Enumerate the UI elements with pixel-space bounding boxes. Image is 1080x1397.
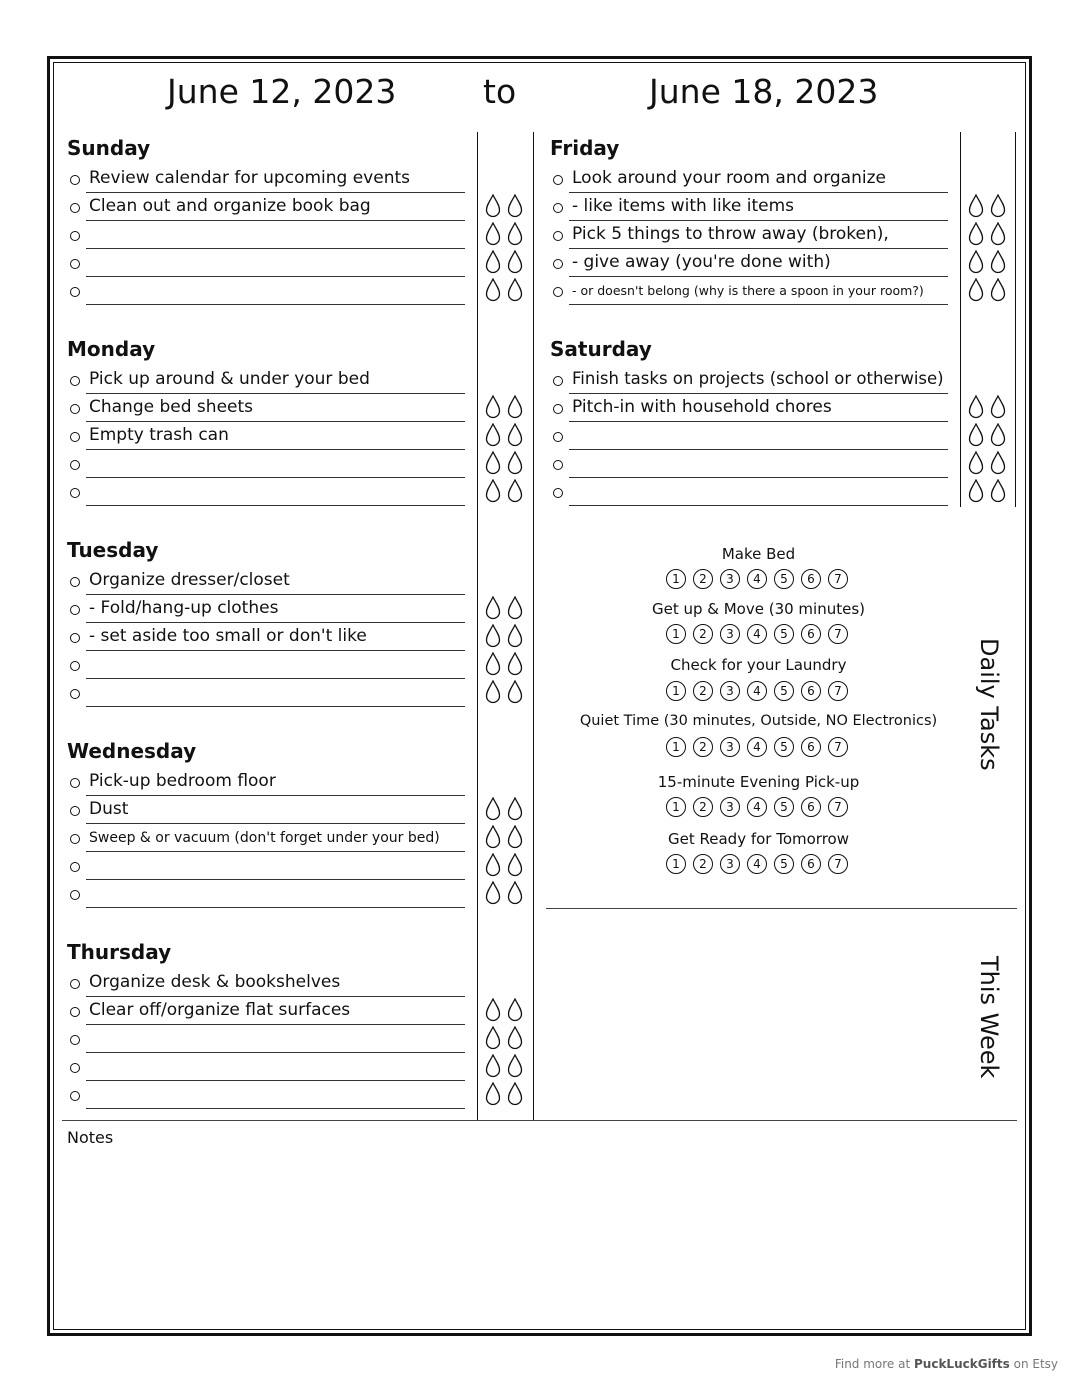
water-drop-icon <box>485 451 501 475</box>
day-number-circle[interactable]: 3 <box>720 737 740 757</box>
checkbox-circle[interactable] <box>70 404 80 414</box>
water-drop-icon <box>507 423 523 447</box>
task-text: Organize desk & bookshelves <box>89 972 341 992</box>
task-row[interactable] <box>67 972 467 1000</box>
checkbox-circle[interactable] <box>553 287 563 297</box>
water-drop-icon <box>990 194 1006 218</box>
task-text: Sweep & or vacuum (don't forget under your bed) <box>89 830 440 846</box>
day-number-circle[interactable]: 7 <box>828 797 848 817</box>
task-text: Review calendar for upcoming events <box>89 168 410 188</box>
water-drop-icon <box>990 222 1006 246</box>
water-drop-icon <box>485 1026 501 1050</box>
day-count-circles[interactable] <box>666 797 856 819</box>
water-drop-pair[interactable] <box>485 680 527 706</box>
water-drop-pair[interactable] <box>968 395 1010 421</box>
day-number-circle[interactable]: 2 <box>693 624 713 644</box>
water-drop-pair[interactable] <box>968 194 1010 220</box>
daily-task-label: Quiet Time (30 minutes, Outside, NO Electronics) <box>579 713 938 729</box>
day-number-circle[interactable]: 4 <box>747 624 767 644</box>
day-number-circle[interactable]: 1 <box>666 569 686 589</box>
notes-separator <box>62 1120 1017 1121</box>
water-drop-pair[interactable] <box>968 479 1010 505</box>
day-title: Saturday <box>550 337 652 361</box>
day-number-circle[interactable]: 3 <box>720 681 740 701</box>
task-row[interactable] <box>67 453 467 481</box>
task-text: Empty trash can <box>89 425 229 445</box>
checkbox-circle[interactable] <box>70 633 80 643</box>
task-row[interactable] <box>67 682 467 710</box>
water-drop-icon <box>968 395 984 419</box>
water-drop-icon <box>968 194 984 218</box>
checkbox-circle[interactable] <box>70 605 80 615</box>
water-drop-pair[interactable] <box>485 423 527 449</box>
day-number-circle[interactable]: 4 <box>747 681 767 701</box>
day-number-circle[interactable]: 2 <box>693 569 713 589</box>
day-title: Friday <box>550 136 620 160</box>
checkbox-circle[interactable] <box>70 432 80 442</box>
water-drop-icon <box>507 624 523 648</box>
this-week-heading: This Week <box>975 956 1003 1079</box>
day-number-circle[interactable]: 5 <box>774 797 794 817</box>
checkbox-circle[interactable] <box>553 175 563 185</box>
day-number-circle[interactable]: 4 <box>747 797 767 817</box>
to-label: to <box>483 72 517 111</box>
water-drop-icon <box>968 250 984 274</box>
checkbox-circle[interactable] <box>70 661 80 671</box>
day-number-circle[interactable]: 4 <box>747 854 767 874</box>
day-title: Tuesday <box>67 538 159 562</box>
brand-name: PuckLuckGifts <box>914 1357 1010 1371</box>
day-number-circle[interactable]: 4 <box>747 737 767 757</box>
right-edge-divider <box>1015 132 1016 507</box>
water-drop-icon <box>485 1054 501 1078</box>
task-text: - set aside too small or don't like <box>89 626 367 646</box>
day-number-circle[interactable]: 5 <box>774 737 794 757</box>
water-drop-pair[interactable] <box>968 222 1010 248</box>
water-drop-icon <box>485 278 501 302</box>
end-date: June 18, 2023 <box>649 72 879 111</box>
day-number-circle[interactable]: 6 <box>801 624 821 644</box>
task-row[interactable] <box>67 1000 467 1028</box>
checkbox-circle[interactable] <box>70 862 80 872</box>
water-drop-pair[interactable] <box>485 797 527 823</box>
checkbox-circle[interactable] <box>70 1035 80 1045</box>
task-text: - Fold/hang-up clothes <box>89 598 279 618</box>
water-drop-icon <box>990 395 1006 419</box>
task-row[interactable] <box>67 481 467 509</box>
start-date: June 12, 2023 <box>167 72 397 111</box>
day-number-circle[interactable]: 2 <box>693 797 713 817</box>
daily-task-label: Get Ready for Tomorrow <box>668 830 849 848</box>
task-row[interactable] <box>550 224 950 252</box>
day-count-circles[interactable] <box>666 569 856 591</box>
task-text: Organize dresser/closet <box>89 570 290 590</box>
water-drop-icon <box>485 222 501 246</box>
checkbox-circle[interactable] <box>553 376 563 386</box>
water-drop-icon <box>485 1082 501 1106</box>
day-count-circles[interactable] <box>666 854 856 876</box>
water-drop-pair[interactable] <box>968 451 1010 477</box>
task-row[interactable] <box>550 168 950 196</box>
task-text: - give away (you're done with) <box>572 252 831 272</box>
day-count-circles[interactable] <box>666 681 856 703</box>
water-drop-icon <box>507 250 523 274</box>
checkbox-circle[interactable] <box>70 259 80 269</box>
day-number-circle[interactable]: 5 <box>774 854 794 874</box>
task-row[interactable] <box>67 196 467 224</box>
task-text: Clean out and organize book bag <box>89 196 371 216</box>
task-text: Finish tasks on projects (school or otherwise) <box>572 369 944 388</box>
water-drop-icon <box>485 479 501 503</box>
checkbox-circle[interactable] <box>553 432 563 442</box>
checkbox-circle[interactable] <box>70 1063 80 1073</box>
day-number-circle[interactable]: 3 <box>720 797 740 817</box>
daily-tasks-heading: Daily Tasks <box>975 638 1003 771</box>
task-row[interactable] <box>67 280 467 308</box>
daily-task-label: Make Bed <box>721 545 796 563</box>
water-drop-icon <box>485 194 501 218</box>
water-drop-pair[interactable] <box>485 1026 527 1052</box>
water-drop-icon <box>990 278 1006 302</box>
day-number-circle[interactable]: 6 <box>801 854 821 874</box>
task-row[interactable] <box>67 397 467 425</box>
day-number-circle[interactable]: 6 <box>801 797 821 817</box>
water-drop-icon <box>507 278 523 302</box>
task-row[interactable] <box>67 252 467 280</box>
task-row[interactable] <box>550 425 950 453</box>
day-number-circle[interactable]: 6 <box>801 681 821 701</box>
water-drop-pair[interactable] <box>968 423 1010 449</box>
task-row[interactable] <box>67 855 467 883</box>
water-drop-icon <box>990 479 1006 503</box>
task-text: Look around your room and organize <box>572 168 886 188</box>
day-number-circle[interactable]: 5 <box>774 681 794 701</box>
water-drop-icon <box>968 479 984 503</box>
task-row[interactable] <box>550 453 950 481</box>
task-row[interactable] <box>67 570 467 598</box>
water-drop-pair[interactable] <box>485 881 527 907</box>
center-divider <box>533 132 534 1120</box>
water-drop-icon <box>507 881 523 905</box>
water-drop-icon <box>507 596 523 620</box>
day-number-circle[interactable]: 7 <box>828 624 848 644</box>
checkbox-circle[interactable] <box>70 460 80 470</box>
day-number-circle[interactable]: 1 <box>666 681 686 701</box>
checkbox-circle[interactable] <box>70 488 80 498</box>
day-number-circle[interactable]: 6 <box>801 569 821 589</box>
water-drop-icon <box>485 797 501 821</box>
water-drop-icon <box>968 451 984 475</box>
task-row[interactable] <box>67 168 467 196</box>
task-row[interactable] <box>550 369 950 397</box>
water-drop-icon <box>507 194 523 218</box>
water-drop-icon <box>507 652 523 676</box>
task-text: Clear off/organize flat surfaces <box>89 1000 351 1020</box>
checkbox-circle[interactable] <box>553 404 563 414</box>
task-row[interactable] <box>67 598 467 626</box>
day-number-circle[interactable]: 2 <box>693 681 713 701</box>
water-drop-icon <box>507 1082 523 1106</box>
day-number-circle[interactable]: 1 <box>666 737 686 757</box>
water-drop-icon <box>507 853 523 877</box>
water-drop-pair[interactable] <box>485 395 527 421</box>
day-count-circles[interactable] <box>666 737 856 759</box>
water-drop-icon <box>507 1054 523 1078</box>
water-drop-pair[interactable] <box>485 596 527 622</box>
water-drop-icon <box>507 680 523 704</box>
task-row[interactable] <box>67 799 467 827</box>
day-number-circle[interactable]: 1 <box>666 854 686 874</box>
task-text: Pick up around & under your bed <box>89 369 370 389</box>
checkbox-circle[interactable] <box>553 231 563 241</box>
checkbox-circle[interactable] <box>70 890 80 900</box>
day-number-circle[interactable]: 4 <box>747 569 767 589</box>
checkbox-circle[interactable] <box>70 806 80 816</box>
task-row[interactable] <box>67 1028 467 1056</box>
checkbox-circle[interactable] <box>70 376 80 386</box>
task-row[interactable] <box>67 626 467 654</box>
task-row[interactable] <box>67 369 467 397</box>
daily-task-label: Get up & Move (30 minutes) <box>651 600 866 618</box>
water-drop-icon <box>507 797 523 821</box>
day-number-circle[interactable]: 2 <box>693 854 713 874</box>
checkbox-circle[interactable] <box>70 689 80 699</box>
checkbox-circle[interactable] <box>70 778 80 788</box>
day-number-circle[interactable]: 7 <box>828 681 848 701</box>
water-drop-icon <box>485 423 501 447</box>
day-number-circle[interactable]: 7 <box>828 569 848 589</box>
task-row[interactable] <box>67 654 467 682</box>
daily-week-separator <box>546 908 1017 909</box>
water-drop-icon <box>990 423 1006 447</box>
task-row[interactable] <box>550 196 950 224</box>
water-drop-icon <box>968 278 984 302</box>
day-number-circle[interactable]: 5 <box>774 569 794 589</box>
water-drop-icon <box>485 680 501 704</box>
checkbox-circle[interactable] <box>70 1091 80 1101</box>
task-text: Dust <box>89 799 129 819</box>
water-drop-pair[interactable] <box>485 250 527 276</box>
task-row[interactable] <box>550 280 950 308</box>
task-row[interactable] <box>550 252 950 280</box>
water-drop-icon <box>485 825 501 849</box>
task-text: Pitch-in with household chores <box>572 397 832 417</box>
day-number-circle[interactable]: 3 <box>720 569 740 589</box>
water-drop-icon <box>507 451 523 475</box>
water-drop-icon <box>485 652 501 676</box>
daily-task-label: Check for your Laundry <box>670 656 847 674</box>
day-number-circle[interactable]: 3 <box>720 854 740 874</box>
task-text: Pick 5 things to throw away (broken), <box>572 224 889 244</box>
water-drop-icon <box>485 250 501 274</box>
water-drop-pair[interactable] <box>485 652 527 678</box>
water-drop-icon <box>485 395 501 419</box>
day-count-circles[interactable] <box>666 624 856 646</box>
task-row[interactable] <box>67 883 467 911</box>
water-drop-icon <box>485 998 501 1022</box>
day-title: Monday <box>67 337 156 361</box>
water-drop-icon <box>990 451 1006 475</box>
task-text: Pick-up bedroom floor <box>89 771 276 791</box>
checkbox-circle[interactable] <box>553 488 563 498</box>
task-row[interactable] <box>67 1084 467 1112</box>
water-drop-pair[interactable] <box>968 278 1010 304</box>
task-row[interactable] <box>67 425 467 453</box>
day-number-circle[interactable]: 7 <box>828 854 848 874</box>
day-number-circle[interactable]: 7 <box>828 737 848 757</box>
water-drop-pair[interactable] <box>485 825 527 851</box>
task-row[interactable] <box>67 224 467 252</box>
checkbox-circle[interactable] <box>70 287 80 297</box>
day-number-circle[interactable]: 1 <box>666 624 686 644</box>
water-drop-icon <box>507 479 523 503</box>
checkbox-circle[interactable] <box>553 460 563 470</box>
day-number-circle[interactable]: 2 <box>693 737 713 757</box>
water-drop-pair[interactable] <box>485 479 527 505</box>
checkbox-circle[interactable] <box>70 979 80 989</box>
checkbox-circle[interactable] <box>70 577 80 587</box>
water-drop-icon <box>507 222 523 246</box>
water-drop-icon <box>507 825 523 849</box>
water-drop-icon <box>990 250 1006 274</box>
task-text: - or doesn't belong (why is there a spoon in your room?) <box>572 283 924 298</box>
task-row[interactable] <box>67 771 467 799</box>
water-drop-icon <box>485 624 501 648</box>
day-title: Thursday <box>67 940 172 964</box>
water-drop-pair[interactable] <box>485 194 527 220</box>
water-drop-pair[interactable] <box>485 998 527 1024</box>
water-drop-icon <box>507 1026 523 1050</box>
day-title: Wednesday <box>67 739 197 763</box>
left-drops-divider <box>477 132 478 1120</box>
water-drop-pair[interactable] <box>485 1054 527 1080</box>
notes-label: Notes <box>67 1128 114 1147</box>
water-drop-pair[interactable] <box>485 222 527 248</box>
water-drop-pair[interactable] <box>485 1082 527 1108</box>
water-drop-pair[interactable] <box>485 853 527 879</box>
water-drop-icon <box>485 881 501 905</box>
footer-credit[interactable]: Find more at PuckLuckGifts on Etsy <box>834 1357 1058 1371</box>
checkbox-circle[interactable] <box>70 834 80 844</box>
checkbox-circle[interactable] <box>70 1007 80 1017</box>
water-drop-icon <box>485 853 501 877</box>
water-drop-icon <box>968 423 984 447</box>
water-drop-pair[interactable] <box>485 451 527 477</box>
right-drops-divider <box>960 132 961 507</box>
checkbox-circle[interactable] <box>70 175 80 185</box>
water-drop-pair[interactable] <box>968 250 1010 276</box>
checkbox-circle[interactable] <box>553 203 563 213</box>
water-drop-pair[interactable] <box>485 624 527 650</box>
task-row[interactable] <box>67 827 467 855</box>
task-row[interactable] <box>67 1056 467 1084</box>
task-row[interactable] <box>550 481 950 509</box>
water-drop-icon <box>485 596 501 620</box>
day-number-circle[interactable]: 3 <box>720 624 740 644</box>
water-drop-icon <box>507 395 523 419</box>
day-number-circle[interactable]: 6 <box>801 737 821 757</box>
water-drop-icon <box>507 998 523 1022</box>
checkbox-circle[interactable] <box>553 259 563 269</box>
task-text: - like items with like items <box>572 196 795 216</box>
water-drop-icon <box>968 222 984 246</box>
water-drop-pair[interactable] <box>485 278 527 304</box>
day-number-circle[interactable]: 5 <box>774 624 794 644</box>
checkbox-circle[interactable] <box>70 231 80 241</box>
task-row[interactable] <box>550 397 950 425</box>
checkbox-circle[interactable] <box>70 203 80 213</box>
task-text: Change bed sheets <box>89 397 254 417</box>
daily-task-label: 15-minute Evening Pick-up <box>657 773 860 791</box>
day-title: Sunday <box>67 136 151 160</box>
day-number-circle[interactable]: 1 <box>666 797 686 817</box>
